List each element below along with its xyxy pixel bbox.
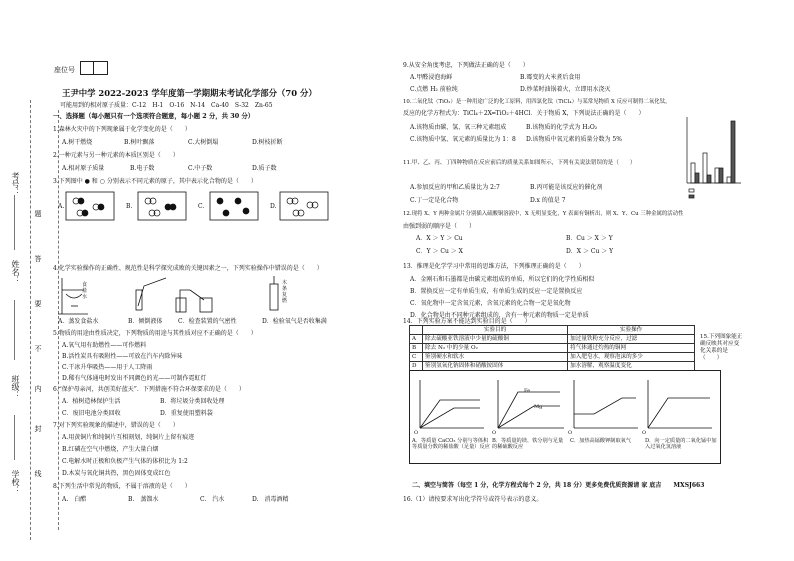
q13-option-b[interactable]: B．置换反应一定有单质生成，有单质生成的反应一定是置换反应 [410, 288, 583, 295]
q3-option-c[interactable]: C. [198, 203, 205, 210]
q1-option-c[interactable]: C.大树倒塌 [188, 139, 219, 146]
q13-stem: 13．推理是化学学习中常用的思维方法，下列推理正确的是（ ） [403, 263, 585, 270]
q12-option-c[interactable]: C．Y ＞ Cu ＞ X [416, 248, 463, 255]
seal-char: 线 [34, 470, 42, 477]
table-cell: 将气体通过灼热的铜网 [568, 344, 695, 353]
q10-stem-2: 反应的化学方程式为：TiCl₄＋2X═TiO₂＋4HCl．关于物质 X，下列说法正确的是（ ） [403, 110, 645, 117]
q1-option-a[interactable]: A.树干燃烧 [62, 139, 93, 146]
q11-stem: 11.甲、乙、丙、丁四种物质在反应前后的质量关系如图所示，下列有关说法错误的是（ ） [403, 160, 636, 166]
q7-option-b[interactable]: B.红磷在空气中燃烧，产生大量白烟 [62, 446, 159, 453]
q11-option-c[interactable]: C.丁一定是化合物 [410, 197, 459, 204]
q13-option-a[interactable]: A．金刚石和石墨都是由碳元素组成的单质，所以它们的化学性质相似 [410, 276, 595, 283]
table-cell: 鉴别氢氧化钠固体和硝酸铵固体 [423, 362, 568, 371]
q14-table [409, 325, 695, 371]
name-fill-line [14, 195, 15, 250]
q4-stem: 4.化学实验操作的正确性、规范性是科学探究成败的关键因素之一，下列实验操作中错误的是（ ） [53, 265, 323, 272]
school-fill-line [14, 415, 15, 460]
q2-option-b[interactable]: B.电子数 [130, 165, 155, 172]
q2-option-d[interactable]: D.质子数 [252, 165, 277, 172]
seal-char: 内 [34, 385, 42, 392]
seal-char: 封 [34, 425, 42, 432]
seal-char: 要 [34, 300, 42, 307]
q1-option-b[interactable]: B.树叶飘落 [124, 139, 155, 146]
q5-option-c[interactable]: C.干冰升华吸热——用于人工降雨 [62, 364, 153, 371]
q15-option-b[interactable]: B．等质量的镁、铁分别与足量的稀硫酸反应 [492, 438, 564, 451]
q5-option-b[interactable]: B.活性炭具有吸附性——可放在汽车内除异味 [62, 353, 183, 360]
q4-label-salt-water: 食盐水 [82, 282, 88, 300]
q10-stem: 10.二氧化钛（TiO₂）是一种用途广泛的化工原料，用四氯化钛（TiCl₄）与某常见物质 X 反应可制得二氧化钛， [403, 99, 671, 105]
table-cell: 鉴别硬水和软水 [423, 353, 568, 362]
q9-option-d[interactable]: D.炒菜时油锅着火，立即用水浇灭 [520, 86, 611, 93]
table-cell: 实验目的 [423, 326, 568, 335]
q2-option-a[interactable]: A.相对原子质量 [62, 165, 105, 172]
table-row[interactable] [410, 353, 695, 362]
section-fill-title: 二、填空与简答（每空 1 分，化学方程式每个 2 分，共 18 分）更多免费优质资源请 家 底吉 MXSJ663 [412, 482, 705, 489]
q12-stem-2: 由强到弱的顺序是（ ） [403, 223, 476, 230]
table-cell: 加入肥皂水，观察泡沫的多少 [568, 353, 695, 362]
section-choice-title: 一、选择题（每小题只有一个选项符合题意，每小题 2 分，共 30 分） [53, 112, 255, 120]
table-cell: C [410, 353, 423, 362]
q10-option-a[interactable]: A.该物质由碳、氢、氧三种元素组成 [410, 124, 507, 131]
q12-option-a[interactable]: A．X ＞ Y ＞ Cu [416, 235, 463, 242]
q15-option-d[interactable]: D．向一定质量的二氧化锰中加入过氧化氢溶液 [645, 438, 717, 451]
table-cell: B [410, 344, 423, 353]
q15-label-mg: Mg [534, 404, 543, 410]
q5-option-d[interactable]: D.稀有气体通电时发出不同颜色的光——可制作霓虹灯 [62, 375, 207, 382]
school-label: 学校： [11, 470, 20, 494]
table-cell: D [410, 362, 423, 371]
q10-option-d[interactable]: D.该物质中氧元素的质量分数为 5% [526, 136, 622, 143]
table-row[interactable] [410, 335, 695, 344]
q9-option-c[interactable]: C.点燃 H₂ 前验纯 [410, 86, 458, 93]
atomic-masses: 可能用到的相对原子质量：C-12 H-1 O-16 N-14 Ca-40 S-32 Zn-65 [60, 102, 273, 109]
q15-option-a[interactable]: A．等质量 CaCO₃ 分别与等体积等质量分数的稀盐酸（足量）反应 [412, 438, 490, 451]
q11-option-d[interactable]: D.x 的值是 7 [530, 197, 566, 204]
q10-option-b[interactable]: B.该物质的化学式为 H₂O₂ [526, 124, 598, 131]
q7-option-d[interactable]: D.木炭与氧化铜共热，黑色固体变成红色 [62, 470, 171, 477]
q4-option-c[interactable]: C．检查装置的气密性 [178, 318, 237, 325]
q9-option-b[interactable]: B.霉变的大米煮后食用 [520, 74, 581, 81]
table-cell: 加水溶解，观察温度变化 [568, 362, 695, 371]
q9-option-a[interactable]: A.甲醛浸泡海鲜 [410, 74, 453, 81]
q6-option-b[interactable]: B．将垃圾分类回收处理 [160, 398, 225, 405]
binding-dashed-line [30, 100, 31, 540]
table-header-row [410, 326, 695, 335]
q15-origin-a: O [414, 430, 419, 436]
exam-number-label: 考号： [11, 172, 20, 196]
table-cell: 除去硫酸亚铁溶液中少量的硫酸铜 [423, 335, 568, 344]
q12-option-b[interactable]: B．Cu ＞ X ＞ Y [566, 235, 613, 242]
seal-char: 题 [34, 210, 42, 217]
name-label: 姓名： [11, 260, 20, 284]
q7-option-c[interactable]: C.电解水时正极和负极产生气体的体积比为 1:2 [62, 458, 188, 465]
q6-option-c[interactable]: C．废旧电池分类回收 [62, 410, 121, 417]
q15-option-c[interactable]: C．加热高锰酸钾制取氧气 [570, 438, 632, 444]
q8-option-b[interactable]: B. 蒸馏水 [128, 496, 159, 503]
q2-stem: 2.一种元素与另一种元素的本质区别是（ ） [53, 152, 179, 159]
q15-origin-b: O [492, 430, 497, 436]
q15-label-fe: Fe [524, 388, 531, 394]
exam-title: 王尹中学 2022-2023 学年度第一学期期末考试化学部分（70 分） [62, 88, 317, 98]
q8-option-c[interactable]: C. 汽水 [200, 496, 225, 503]
q2-option-c[interactable]: C.中子数 [188, 165, 213, 172]
q15-graphs [414, 378, 714, 434]
q6-option-a[interactable]: A．植树造林保护生活 [62, 398, 121, 405]
q11-option-b[interactable]: B.丙可能是该反应的催化剂 [530, 184, 603, 191]
q4-option-b[interactable]: B．倾倒液体 [128, 318, 163, 325]
q12-stem: 12.现将 X、Y 两种金属片分别插入硫酸铜溶液中，X 无明显变化，Y 表面有铜析出，则 X、Y、Cu 三种金属的活动性 [403, 211, 684, 217]
q3-option-a[interactable]: A. [58, 203, 65, 210]
class-fill-line [14, 300, 15, 360]
q5-option-a[interactable]: A.氧气用有助燃性——可作燃料 [62, 342, 147, 349]
q7-stem: 7.对下列实验现象的描述中，错误的是（ ） [53, 422, 179, 429]
seal-char: 答 [34, 255, 42, 262]
seat-label: 座位号 [54, 66, 75, 74]
q8-option-a[interactable]: A. 白醋 [62, 496, 87, 503]
seal-char: 不 [34, 345, 42, 352]
q13-option-d[interactable]: D．化合物是由不同种元素组成的，含有一种元素的物质一定是单质 [410, 312, 589, 319]
table-cell [410, 326, 423, 335]
q15-origin-c: O [568, 430, 573, 436]
q4-label-wood-reignite: 木条复燃 [282, 280, 288, 304]
q15-origin-d: O [642, 430, 647, 436]
q10-option-c[interactable]: C.该物质中氢、氧元素的质量比为 1：8 [410, 136, 516, 143]
q4-option-a[interactable]: A．蒸发食盐水 [58, 318, 99, 325]
q11-bar-figure [685, 113, 745, 203]
q3-molecule-diagrams [66, 192, 386, 222]
q8-stem: 8.下列生活中常见的物质，不属于溶液的是（ ） [53, 483, 191, 490]
q4-lab-figures [58, 276, 348, 318]
table-cell: 除去 N₂ 中的少量 O₂ [423, 344, 568, 353]
q13-option-c[interactable]: C．氧化物中一定含氧元素，含氧元素的化合物一定是氧化物 [410, 300, 571, 307]
table-cell: A [410, 335, 423, 344]
q7-option-a[interactable]: A.用黄铜片和纯铜片互相刻划，纯铜片上留有痕迹 [62, 434, 195, 441]
q11-option-a[interactable]: A.参加反应的甲和乙质量比为 2:7 [410, 184, 500, 191]
q1-stem: 1.森林火灾中的下列现象属于化学变化的是（ ） [53, 126, 191, 133]
q3-stem: 3.下列图中 ● 和 ○ 分别表示不同元素的原子，其中表示化合物的是（ ） [53, 178, 257, 185]
q1-option-d[interactable]: D.树枝折断 [252, 139, 283, 146]
q16-stem: 16.（1）请按要求写出化学符号或符号表示的意义。 [403, 496, 543, 503]
table-row[interactable] [410, 344, 695, 353]
class-label: 班级： [11, 375, 20, 399]
q4-option-d[interactable]: D．检验氧气是否收集满 [262, 318, 327, 325]
seat-number-box[interactable] [80, 61, 108, 75]
table-cell: 加过量铁粉充分反应，过滤 [568, 335, 695, 344]
q6-stem: 6.“保护母亲河，共创美好蓝天”．下列措施不符合环保要求的是（ ） [53, 386, 245, 393]
q3-option-d[interactable]: D. [270, 203, 277, 210]
q12-option-d[interactable]: D．X ＞ Cu ＞ Y [566, 248, 614, 255]
q9-stem: 9.从安全角度考虑，下列做法正确的是（ ） [403, 62, 529, 69]
q6-option-d[interactable]: D．重复使用塑料袋 [160, 410, 213, 417]
q3-option-b[interactable]: B. [126, 203, 133, 210]
q15-stem: 15.下列图象能正确反映其对应变化关系的是（ ） [700, 334, 743, 361]
q14-stem: 14．下列实验方案不能达到实验目的是（ ） [403, 318, 531, 325]
q8-option-d[interactable]: D. 消毒酒精 [252, 496, 289, 503]
table-cell: 实验操作 [568, 326, 695, 335]
q5-stem: 5.物质的用途由性质决定，下列物质的用途与其性质对应不正确的是（ ） [53, 330, 257, 337]
